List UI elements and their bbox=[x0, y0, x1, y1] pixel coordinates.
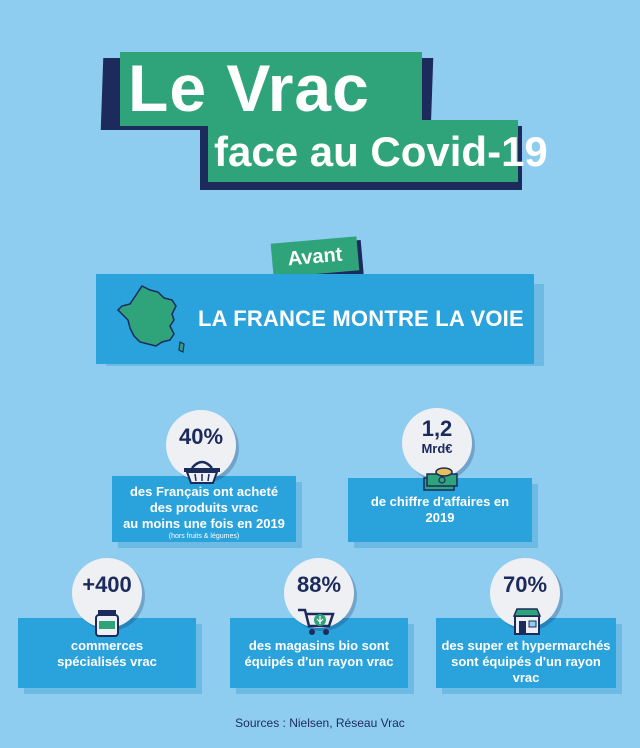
stat-box-40-percent bbox=[112, 476, 296, 542]
sources-text: Sources : Nielsen, Réseau Vrac bbox=[235, 716, 405, 730]
money-icon bbox=[422, 466, 460, 492]
jar-icon bbox=[94, 608, 120, 638]
page-title: Le Vrac bbox=[128, 51, 370, 125]
stat-value: 70% bbox=[502, 572, 548, 597]
stat-line: équipés d'un rayon vrac bbox=[244, 654, 394, 669]
stat-line: spécialisés vrac bbox=[57, 654, 157, 669]
stat-line: de chiffre d'affaires en bbox=[370, 494, 510, 509]
stat-value: 1,2 bbox=[421, 416, 453, 441]
stat-line: commerces bbox=[70, 638, 144, 653]
stat-value-unit: Mrd€ bbox=[421, 441, 453, 456]
stat-line: des magasins bio sont bbox=[248, 638, 390, 653]
stat-line: sont équipés d'un rayon vrac bbox=[451, 654, 601, 685]
stat-value: 40% bbox=[178, 424, 224, 449]
title-block bbox=[0, 0, 640, 200]
stat-note: (hors fruits & légumes) bbox=[168, 533, 240, 540]
basket-icon bbox=[182, 458, 222, 484]
stat-line: des Français ont acheté bbox=[129, 484, 279, 499]
banner-text: LA FRANCE MONTRE LA VOIE bbox=[198, 306, 524, 331]
france-map-icon bbox=[112, 280, 192, 360]
stat-line: des produits vrac bbox=[149, 500, 259, 515]
cart-icon bbox=[296, 606, 336, 636]
stat-value: 88% bbox=[296, 572, 342, 597]
stat-value: +400 bbox=[82, 572, 132, 597]
avant-tag: Avant bbox=[271, 236, 360, 277]
stat-line: 2019 bbox=[425, 510, 455, 525]
stat-line: au moins une fois en 2019 bbox=[123, 516, 285, 531]
store-icon bbox=[512, 606, 542, 636]
page-subtitle: face au Covid-19 bbox=[214, 128, 548, 175]
stat-line: des super et hypermarchés bbox=[441, 638, 611, 653]
